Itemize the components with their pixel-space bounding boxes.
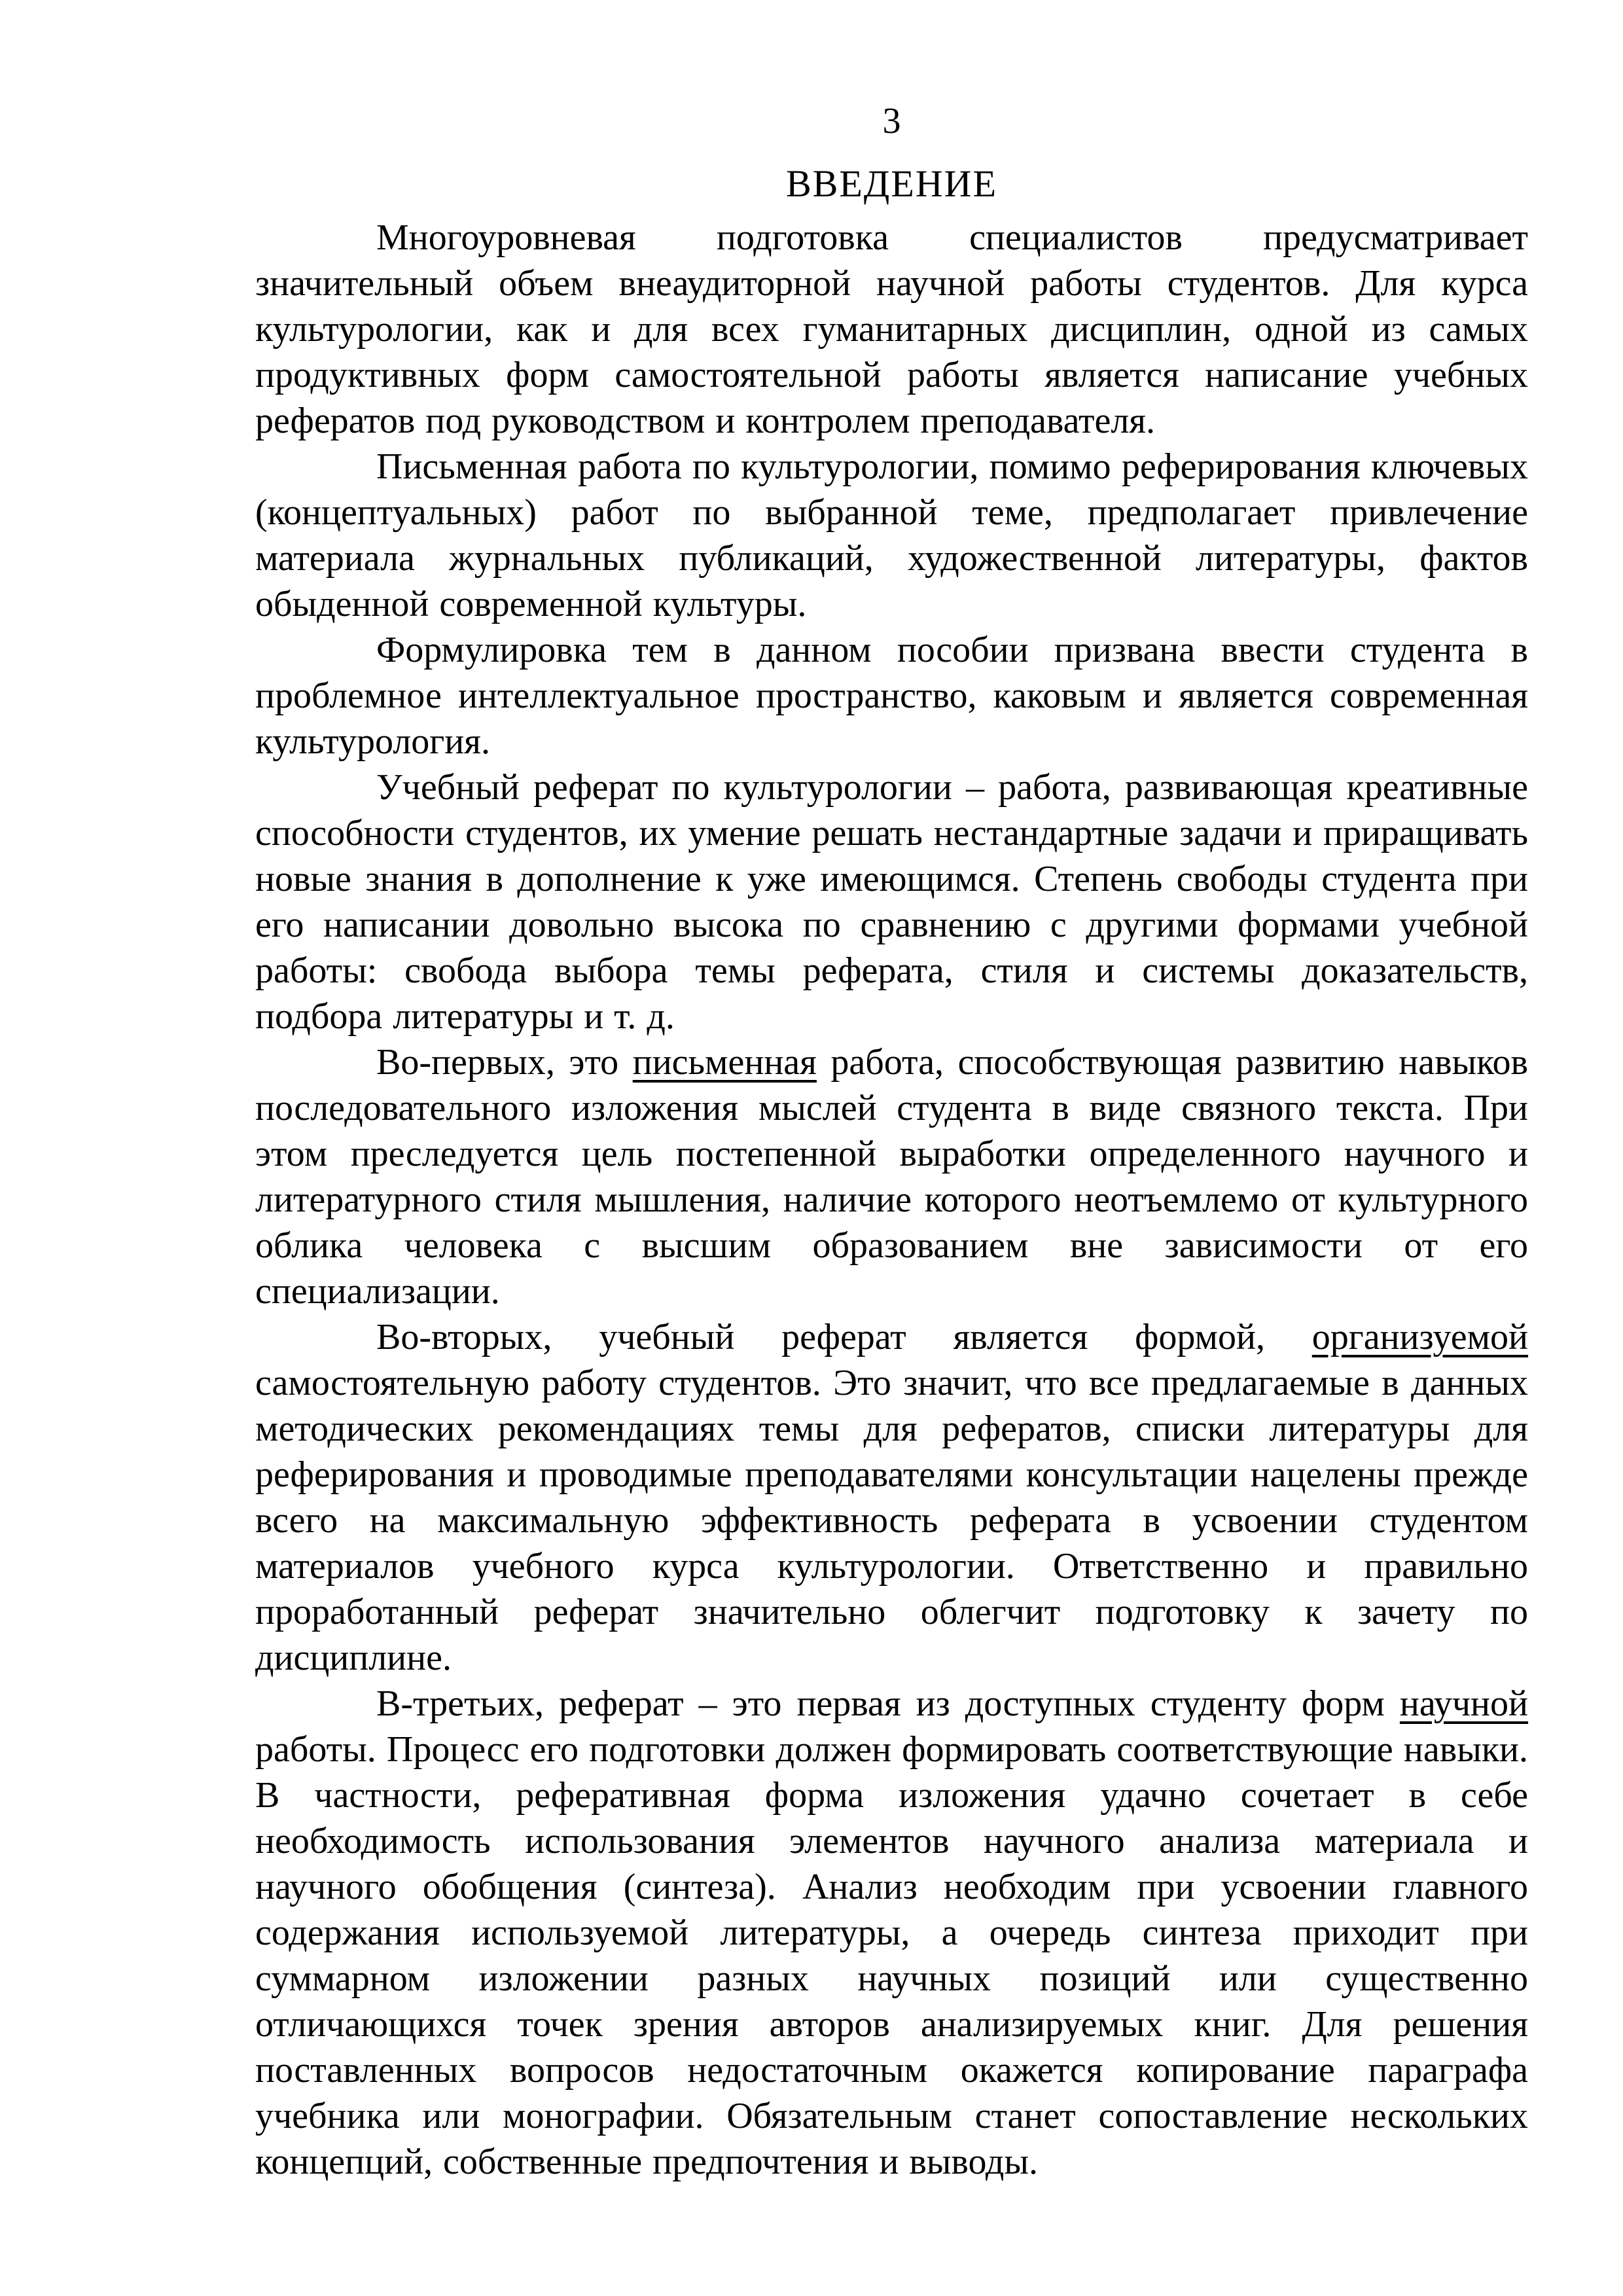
paragraph-7-underlined-text: научной [1399,1683,1528,1724]
paragraph-7-text: В-третьих, реферат – это первая из доступных студенту форм [376,1683,1400,1724]
paragraph-6-underlined-text: организуемой [1311,1317,1528,1357]
paragraph-3 [255,627,1528,764]
paragraph-3-text: Формулировка тем в данном пособии призвана ввести студента в проблемное интеллектуальное пространство, каковым и является современная культурология. [255,630,1528,762]
paragraph-4 [255,764,1528,1039]
paragraph-2-text: Письменная работа по культурологии, помимо реферирования ключевых (концептуальных) работ по выбранной теме, предполагает привлечение материала журнальных публикаций, художественной литературы, фактов обыденной современной культуры. [255,446,1528,624]
paragraph-6-text: Во-вторых, учебный реферат является формой, [376,1317,1312,1357]
paragraph-6 [255,1314,1528,1681]
paragraph-5 [255,1039,1528,1314]
paragraph-6-text-after: самостоятельную работу студентов. Это значит, что все предлагаемые в данных методических рекомендациях темы для рефератов, списки литературы для реферирования и проводимые преподавателями консультации нацелены прежде всего на максимальную эффективность реферата в усвоении студентом материалов учебного курса культурологии. Ответственно и правильно проработанный реферат значительно облегчит подготовку к зачету по дисциплине. [255,1363,1528,1678]
paragraph-7 [255,1681,1528,2185]
page-number: 3 [882,101,901,141]
paragraph-5-text: Во-первых, это [376,1042,633,1083]
paragraph-1 [255,215,1528,444]
paragraph-1-text: Многоуровневая подготовка специалистов предусматривает значительный объем внеаудиторной научной работы студентов. Для курса культурологии, как и для всех гуманитарных дисциплин, одной из самых продуктивных форм самостоятельной работы является написание учебных рефератов под руководством и контролем преподавателя. [255,217,1528,441]
paragraph-5-underlined-text: письменная [632,1042,817,1083]
paragraph-4-text: Учебный реферат по культурологии – работа, развивающая креативные способности студентов, их умение решать нестандартные задачи и приращивать новые знания в дополнение к уже имеющимся. Степень свободы студента при его написании довольно высока по сравнению с другими формами учебной работы: свобода выбора темы реферата, стиля и системы доказательств, подбора литературы и т. д. [255,767,1528,1037]
section-title: ВВЕДЕНИЕ [786,162,997,205]
paragraph-2 [255,444,1528,627]
paragraph-7-text-after: работы. Процесс его подготовки должен формировать соответствующие навыки. В частности, реферативная форма изложения удачно сочетает в себе необходимость использования элементов научного анализа материала и научного обобщения (синтеза). Анализ необходим при усвоении главного содержания используемой литературы, а очередь синтеза приходит при суммарном изложении разных научных позиций или существенно отличающихся точек зрения авторов анализируемых книг. Для решения поставленных вопросов недостаточным окажется копирование параграфа учебника или монографии. Обязательным станет сопоставление нескольких концепций, собственные предпочтения и выводы. [255,1729,1528,2182]
paragraph-5-text-after: работа, способствующая развитию навыков последовательного изложения мыслей студента в виде связного текста. При этом преследуется цель постепенной выработки определенного научного и литературного стиля мышления, наличие которого неотъемлемо от культурного облика человека с высшим образованием вне зависимости от его специализации. [255,1042,1528,1312]
